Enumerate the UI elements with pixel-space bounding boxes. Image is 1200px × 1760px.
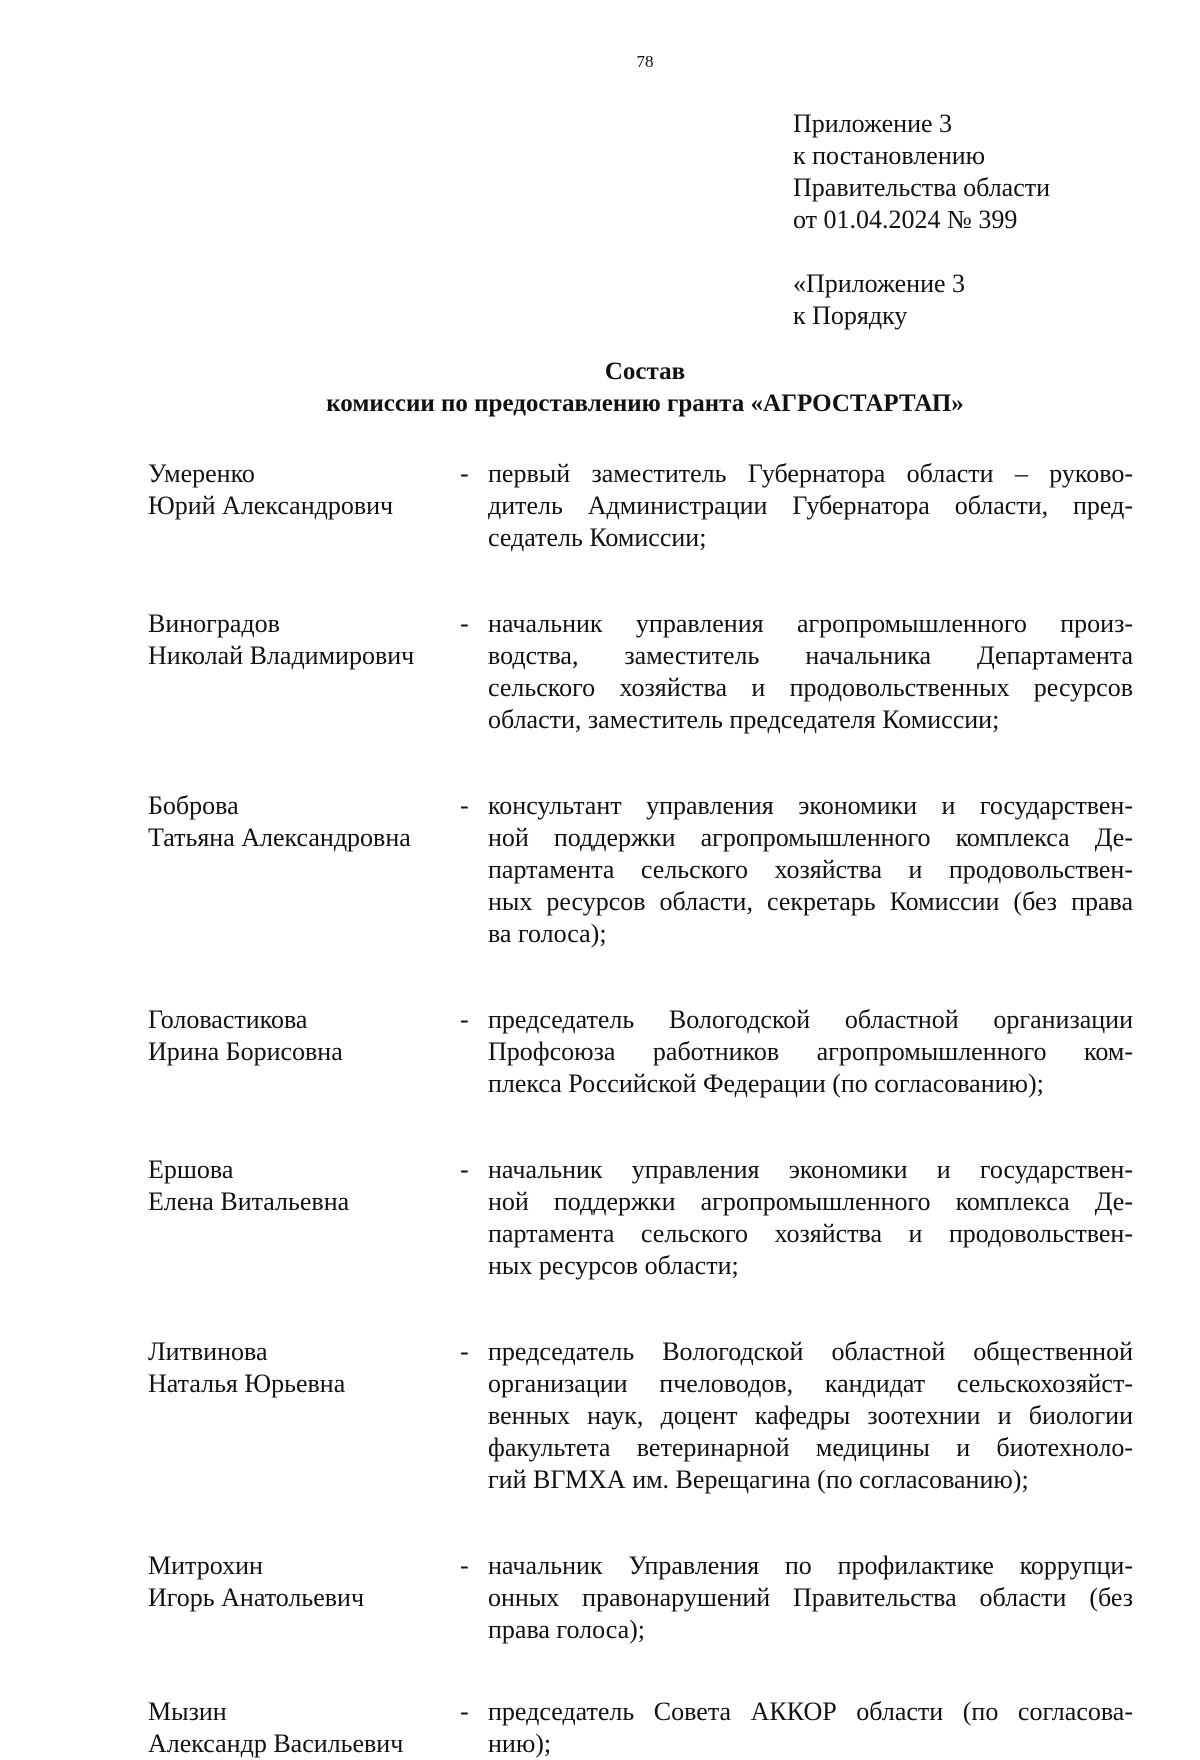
member-given-name: Татьяна Александровна (148, 823, 411, 852)
page-number: 78 (636, 52, 654, 71)
role-line: онных правонарушений Правительства области (без (488, 1583, 1133, 1612)
member-entry (148, 458, 1133, 554)
role-line: права голоса); (488, 1615, 646, 1644)
member-name (148, 1696, 460, 1760)
member-name (148, 790, 460, 950)
member-surname: Боброва (148, 791, 239, 820)
role-line: плекса Российской Федерации (по согласованию); (488, 1069, 1044, 1098)
member-surname: Литвинова (148, 1337, 268, 1366)
member-given-name: Наталья Юрьевна (148, 1369, 346, 1398)
member-surname: Митрохин (148, 1551, 263, 1580)
member-surname: Ершова (148, 1155, 234, 1184)
member-role (488, 458, 1133, 554)
role-line: организации пчеловодов, кандидат сельскохозяйст- (488, 1369, 1133, 1398)
member-entry (148, 790, 1133, 950)
role-line: начальник Управления по профилактике коррупци- (488, 1551, 1133, 1580)
member-given-name: Ирина Борисовна (148, 1037, 343, 1066)
role-line: ва голоса); (488, 919, 607, 948)
role-line: водства, заместитель начальника Департамента (488, 641, 1133, 670)
role-line: области, заместитель председателя Комиссии; (488, 705, 1000, 734)
role-line: партамента сельского хозяйства и продовольствен- (488, 1219, 1133, 1248)
appendix-line: Приложение 3 (793, 109, 953, 138)
member-role (488, 608, 1133, 736)
member-name (148, 1154, 460, 1282)
member-surname: Мызин (148, 1697, 227, 1726)
role-line: партамента сельского хозяйства и продовольствен- (488, 855, 1133, 884)
member-given-name: Юрий Александрович (148, 491, 394, 520)
member-given-name: Игорь Анатольевич (148, 1583, 365, 1612)
member-role (488, 1550, 1133, 1646)
appendix-line: к постановлению (793, 141, 986, 170)
member-given-name: Николай Владимирович (148, 641, 415, 670)
role-line: консультант управления экономики и государствен- (488, 791, 1133, 820)
member-entry (148, 1154, 1133, 1282)
role-line: Профсоюза работников агропромышленного ком- (488, 1037, 1133, 1066)
member-role (488, 1696, 1133, 1760)
member-role (488, 1004, 1133, 1100)
role-line: венных наук, доцент кафедры зоотехнии и биологии (488, 1401, 1133, 1430)
member-given-name: Александр Васильевич (148, 1729, 404, 1758)
role-line: начальник управления экономики и государствен- (488, 1155, 1133, 1184)
appendix-header (793, 108, 1050, 236)
member-dash: - (460, 1337, 469, 1366)
member-surname: Умеренко (148, 459, 255, 488)
member-name (148, 1004, 460, 1100)
document-title (0, 356, 1200, 420)
member-role (488, 1336, 1133, 1496)
appendix-line: от 01.04.2024 № 399 (793, 205, 1018, 234)
member-surname: Головастикова (148, 1005, 308, 1034)
member-dash: - (460, 609, 469, 638)
role-line: начальник управления агропромышленного произ- (488, 609, 1133, 638)
role-line: первый заместитель Губернатора области – руково- (488, 459, 1133, 488)
appendix-to-order (793, 268, 965, 332)
member-name (148, 608, 460, 736)
title-line-1: Состав (604, 358, 686, 385)
role-line: гий ВГМХА им. Верещагина (по согласованию); (488, 1465, 1029, 1494)
appendix-order-line: к Порядку (793, 301, 908, 330)
member-entry (148, 1336, 1133, 1496)
role-line: седатель Комиссии; (488, 523, 707, 552)
role-line: председатель Вологодской областной общественной (488, 1337, 1133, 1366)
role-line: нию); (488, 1729, 552, 1758)
member-dash: - (460, 1551, 469, 1580)
role-line: ных ресурсов области; (488, 1251, 739, 1280)
member-name (148, 1336, 460, 1496)
member-surname: Виноградов (148, 609, 280, 638)
member-dash: - (460, 459, 469, 488)
member-entry (148, 1004, 1133, 1100)
role-line: дитель Администрации Губернатора области, пред- (488, 491, 1133, 520)
member-given-name: Елена Витальевна (148, 1187, 350, 1216)
member-role (488, 1154, 1133, 1282)
title-line-2: комиссии по предоставлению гранта «АГРОСТАРТАП» (326, 390, 964, 417)
member-dash: - (460, 1155, 469, 1184)
role-line: ных ресурсов области, секретарь Комиссии (без права (488, 887, 1133, 916)
member-dash: - (460, 1697, 469, 1726)
member-dash: - (460, 1005, 469, 1034)
member-dash: - (460, 791, 469, 820)
member-name (148, 458, 460, 554)
member-role (488, 790, 1133, 950)
role-line: председатель Вологодской областной организации (488, 1005, 1133, 1034)
role-line: факультета ветеринарной медицины и биотехноло- (488, 1433, 1133, 1462)
role-line: председатель Совета АККОР области (по согласова- (488, 1697, 1133, 1726)
appendix-line: Правительства области (793, 173, 1051, 202)
member-entry (148, 1550, 1133, 1646)
member-entry (148, 1696, 1133, 1760)
role-line: ной поддержки агропромышленного комплекса Де- (488, 1187, 1133, 1216)
role-line: ной поддержки агропромышленного комплекса Де- (488, 823, 1133, 852)
member-entry (148, 608, 1133, 736)
commission-members-list (148, 458, 1133, 1760)
role-line: сельского хозяйства и продовольственных ресурсов (488, 673, 1133, 702)
member-name (148, 1550, 460, 1646)
appendix-order-line: «Приложение 3 (793, 269, 966, 298)
